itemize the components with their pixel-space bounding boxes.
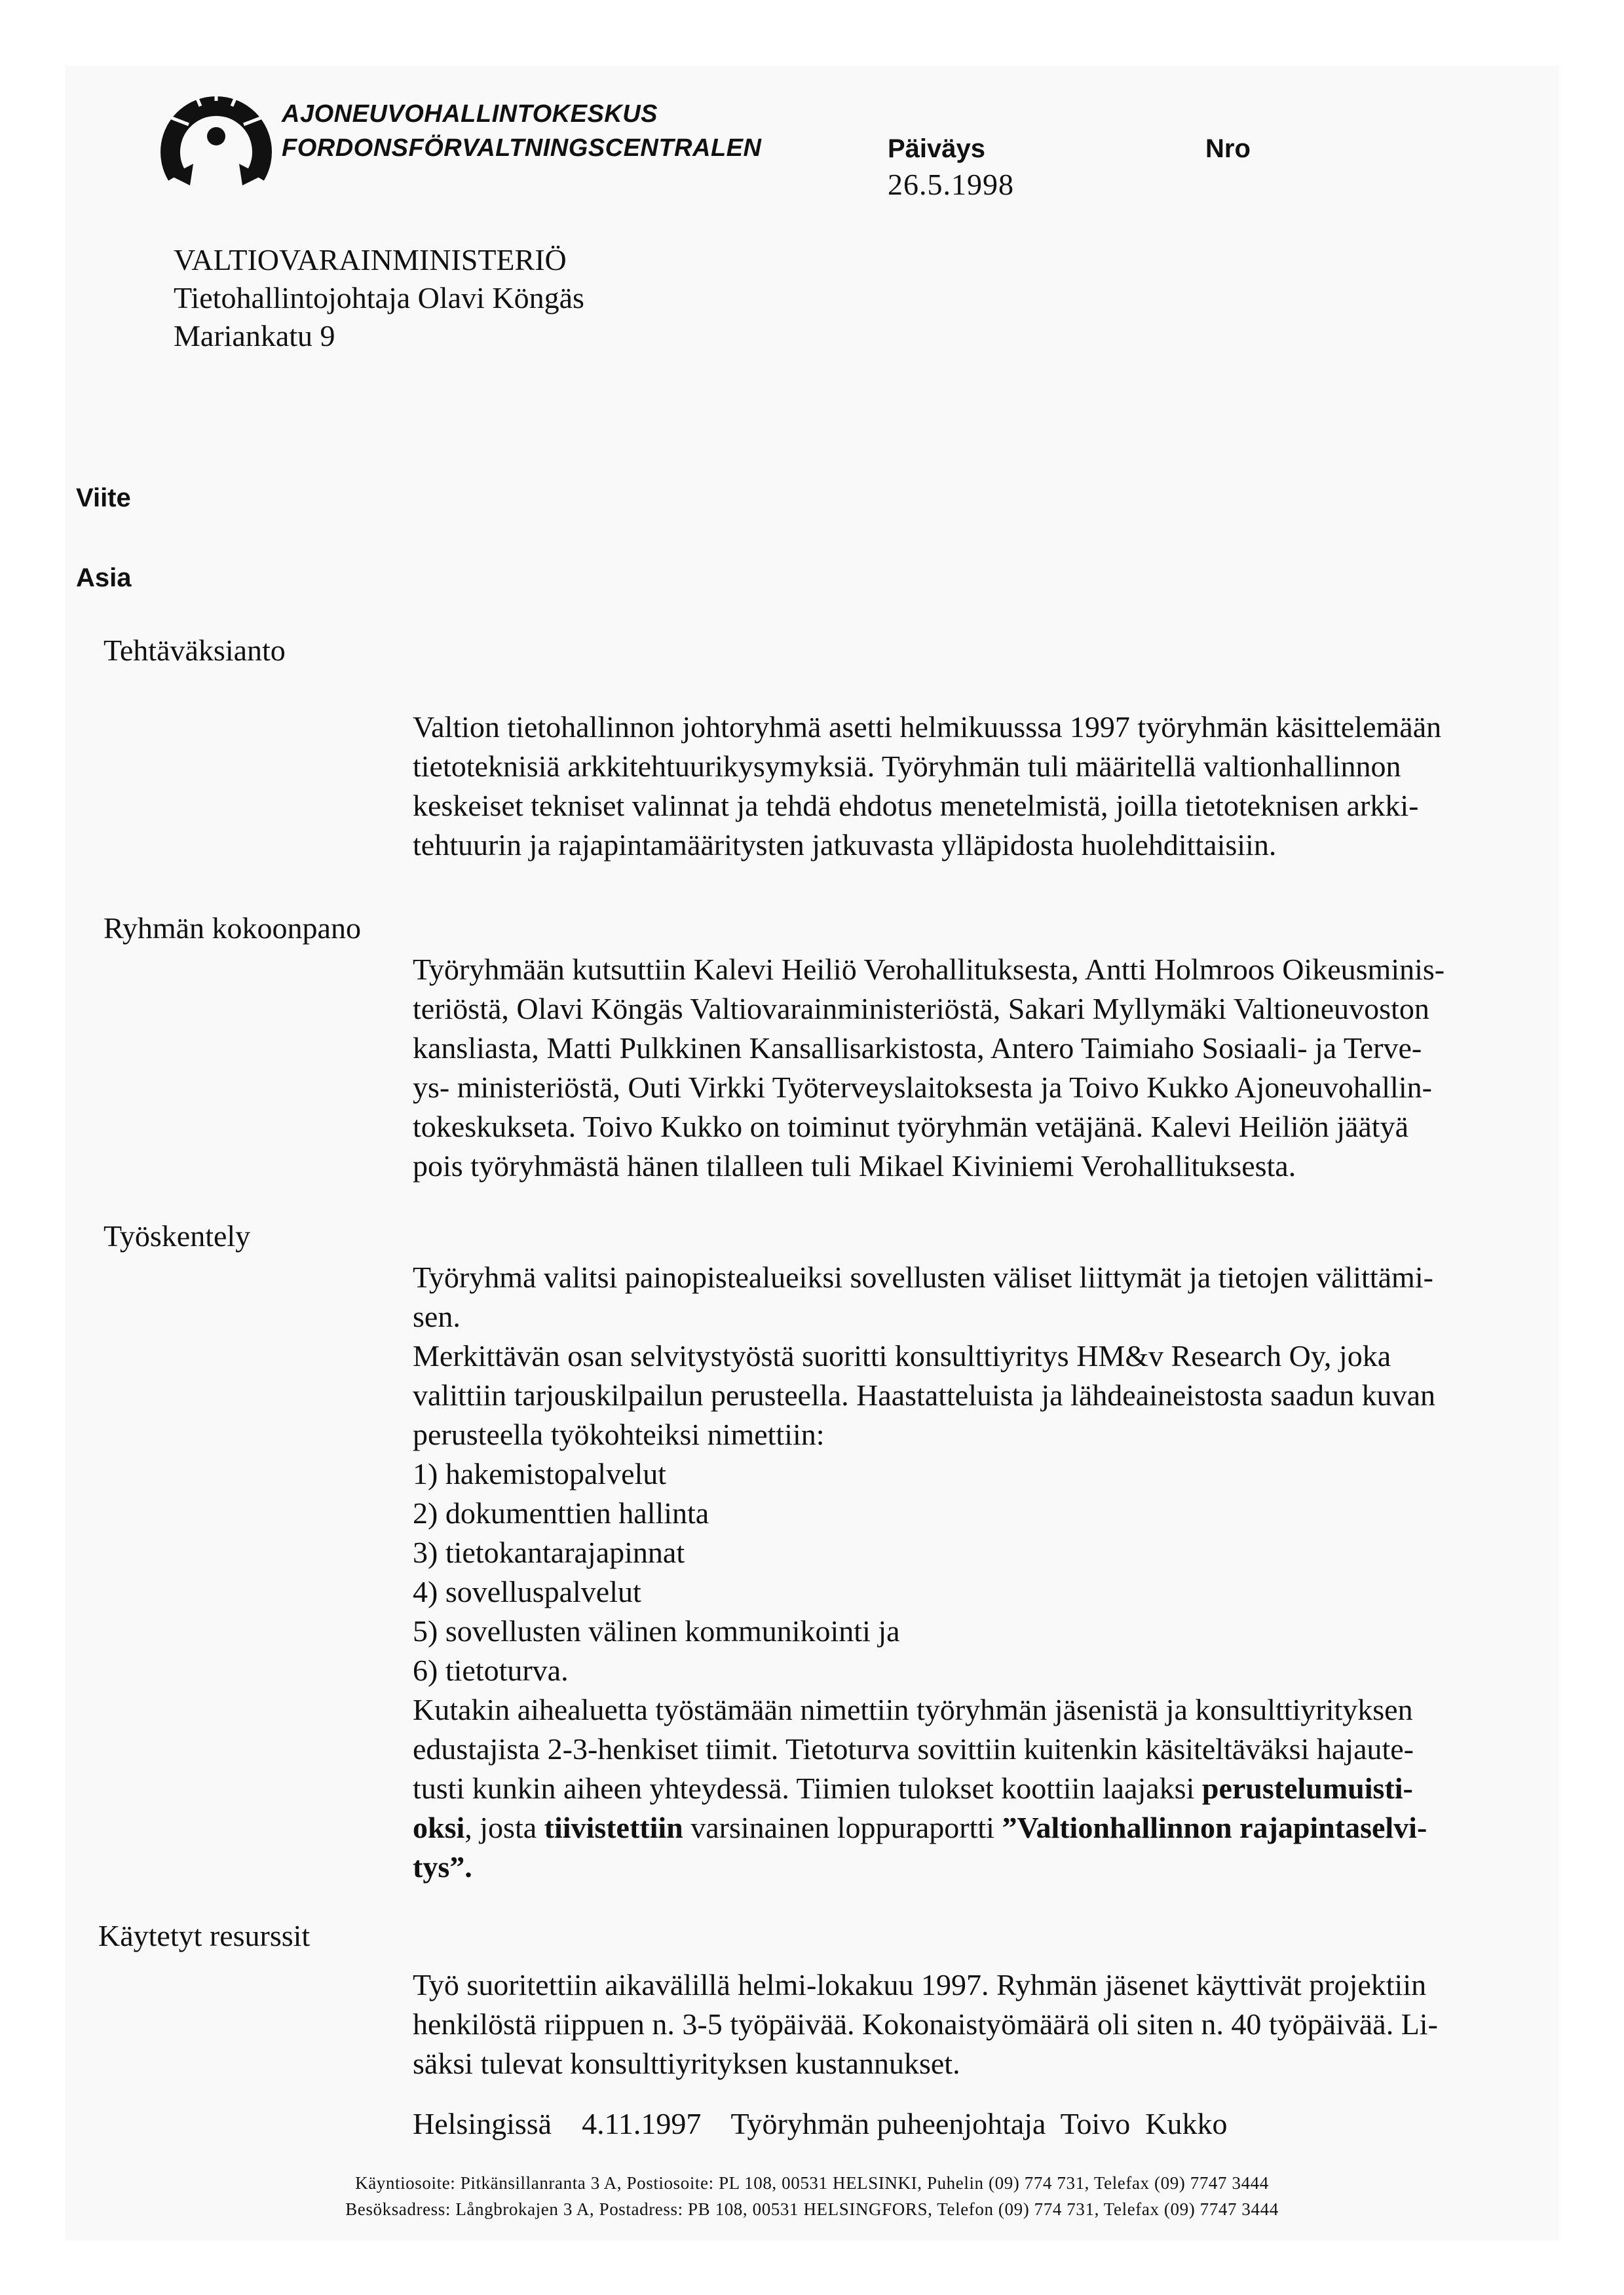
list-item: 3) tietokantarajapinnat [413,1536,685,1569]
horseshoe-wheel-logo-icon [157,77,275,189]
section-body-kokoonpano [413,950,1553,1186]
section-label-tyoskentely: Työskentely [104,1219,251,1253]
number-label: Nro [1205,134,1251,163]
date-value: 26.5.1998 [888,168,1014,201]
footer-address-sv: Besöksadress: Långbrokajen 3 A, Postadress: PB 108, 00531 HELSINGFORS, Telefon (09) 774 731, Telefax (09) 7747 3444 [345,2199,1279,2219]
text-line: tehtuurin ja rajapintamääritysten jatkuvasta ylläpidosta huolehdittaisiin. [413,828,1277,862]
list-item: 4) sovelluspalvelut [413,1575,641,1608]
section-label-tehtavaksianto: Tehtäväksianto [104,634,286,667]
list-item: 2) dokumenttien hallinta [413,1496,709,1530]
text-line: perusteella työkohteiksi nimettiin: [413,1418,825,1451]
text-line: Työ suoritettiin aikavälillä helmi-lokakuu 1997. Ryhmän jäsenet käyttivät projektiin [413,1968,1427,2001]
list-item: 5) sovellusten välinen kommunikointi ja [413,1614,900,1648]
recipient-line: Tietohallintojohtaja Olavi Köngäs [174,281,584,314]
text-line: Työryhmään kutsuttiin Kalevi Heiliö Verohallituksesta, Antti Holmroos Oikeusminis- [413,953,1445,986]
text-line: Merkittävän osan selvitystyöstä suoritti konsulttiyritys HM&v Research Oy, joka [413,1339,1391,1373]
subject-label: Asia [76,563,132,592]
section-body-tyoskentely [413,1258,1553,1887]
text-line: henkilöstä riippuen n. 3-5 työpäivää. Kokonaistyömäärä oli siten n. 40 työpäivää. Li- [413,2007,1438,2041]
text-line: keskeiset tekniset valinnat ja tehdä ehdotus menetelmistä, joilla tietoteknisen arkki- [413,789,1419,822]
text-line [413,1808,1553,1848]
text-line: kansliasta, Matti Pulkkinen Kansallisarkistosta, Antero Taimiaho Sosiaali- ja Terve- [413,1031,1422,1065]
text-line: pois työryhmästä hänen tilalleen tuli Mikael Kiviniemi Verohallituksesta. [413,1149,1296,1183]
bold-term: perustelumuisti- [1201,1772,1413,1805]
report-title: ”Valtionhallinnon rajapintaselvi- [1002,1811,1427,1844]
text-fragment: varsinainen loppuraportti [690,1811,994,1844]
text-line: teriöstä, Olavi Köngäs Valtiovarainministeriöstä, Sakari Myllymäki Valtioneuvoston [413,992,1429,1025]
text-line: edustajista 2-3-henkiset tiimit. Tietoturva sovittiin kuitenkin käsiteltäväksi hajaute- [413,1732,1414,1766]
section-body-resurssit [413,1965,1553,2083]
text-line: valittiin tarjouskilpailun perusteella. Haastatteluista ja lähdeaineistosta saadun kuvan [413,1378,1435,1412]
list-item: 6) tietoturva. [413,1654,569,1687]
text-fragment: tusti kunkin aiheen yhteydessä. Tiimien tulokset koottiin laajaksi [413,1772,1195,1805]
text-line: tietoteknisiä arkkitehtuurikysymyksiä. Työryhmän tuli määritellä valtionhallinnon [413,749,1401,783]
bold-term: tiivistettiin [544,1811,683,1844]
recipient-address [174,241,584,355]
text-line: Työryhmä valitsi painopistealueiksi sovellusten väliset liittymät ja tietojen välittämi- [413,1261,1433,1294]
section-label-resurssit: Käytetyt resurssit [98,1919,311,1952]
section-label-kokoonpano: Ryhmän kokoonpano [104,911,361,945]
text-line: ys- ministeriöstä, Outi Virkki Työterveyslaitoksesta ja Toivo Kukko Ajoneuvohallin- [413,1071,1432,1104]
org-name-fi: AJONEUVOHALLINTOKESKUS [282,100,658,128]
recipient-line: VALTIOVARAINMINISTERIÖ [174,243,567,276]
text-line: Valtion tietohallinnon johtoryhmä asetti helmikuusssa 1997 työryhmän käsittelemään [413,710,1442,744]
recipient-line: Mariankatu 9 [174,319,335,352]
organization-name [282,97,761,165]
org-name-sv: FORDONSFÖRVALTNINGSCENTRALEN [282,134,762,162]
text-line: Kutakin aihealuetta työstämään nimettiin työryhmän jäsenistä ja konsulttiyrityksen [413,1693,1413,1726]
section-body-tehtavaksianto [413,708,1553,865]
text-fragment: , josta [464,1811,537,1844]
text-line: säksi tulevat konsulttiyrityksen kustannukset. [413,2047,960,2080]
text-line: sen. [413,1300,461,1333]
signature-line: Helsingissä 4.11.1997 Työryhmän puheenjohtaja Toivo Kukko [413,2107,1228,2140]
text-line [413,1848,1553,1887]
date-label: Päiväys [888,134,986,163]
bold-term: oksi [413,1811,465,1844]
list-item: 1) hakemistopalvelut [413,1457,667,1490]
text-line: tokeskukseta. Toivo Kukko on toiminut työryhmän vetäjänä. Kalevi Heiliön jäätyä [413,1110,1408,1143]
reference-label: Viite [76,484,131,512]
report-title-end: tys”. [413,1850,472,1884]
text-line [413,1769,1553,1808]
footer-address-fi: Käyntiosoite: Pitkänsillanranta 3 A, Postiosoite: PL 108, 00531 HELSINKI, Puhelin (09) 774 731, Telefax (09) 7747 3444 [355,2173,1269,2193]
